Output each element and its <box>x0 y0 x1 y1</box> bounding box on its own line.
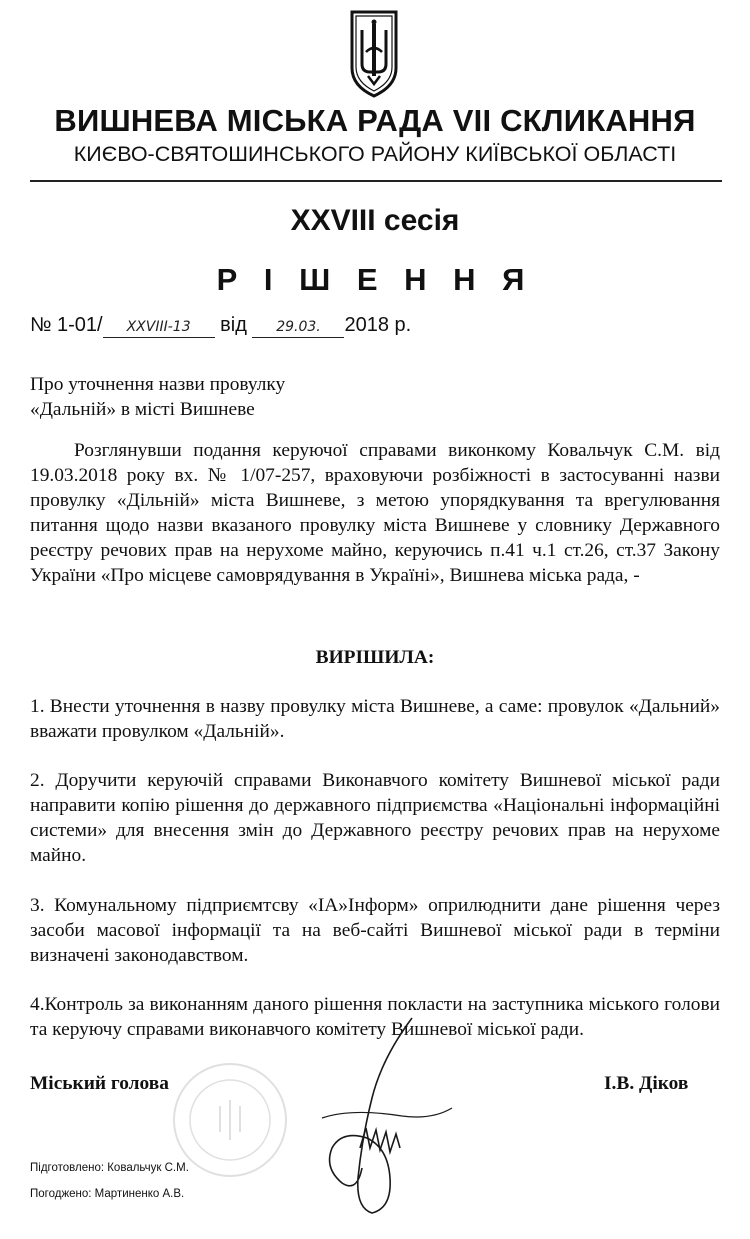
handwritten-decision-number: XXVIII-13 <box>103 317 215 338</box>
resolution-item-3: 3. Комунальному підприємтсву «ІА»Інформ» оприлюднити дане рішення через засоби масової інформації та на веб-сайті Вишневої міської ради в терміни визначені законодавством. <box>30 895 720 966</box>
header-divider <box>30 180 722 182</box>
session-title: XXVIII сесія <box>290 204 460 237</box>
prepared-by: Підготовлено: Ковальчук С.М. <box>30 1162 189 1174</box>
from-label: від <box>220 314 247 336</box>
resolved-heading: ВИРІШИЛА: <box>315 647 435 668</box>
subject-line-2: «Дальній» в місті Вишневе <box>30 399 255 420</box>
signatory-name: І.В. Діков <box>604 1073 689 1094</box>
decision-subject <box>30 372 285 422</box>
trident-coat-of-arms-icon <box>326 6 422 100</box>
decision-number-line <box>30 314 411 338</box>
preamble-paragraph: Розглянувши подання керуючої справами виконкому Ковальчук С.М. від 19.03.2018 року вх. № 1/07-257, враховуючи розбіжності в застосуванні назви провулку «Дільній» міста Вишневе, з метою упорядкування та врегулювання питання щодо назви вказаного провулку міста Вишневе у словнику Державного реєстру речових прав на нерухоме майно, керуючись п.41 ч.1 ст.26, ст.37 Закону України «Про місцеве самоврядування в Україні», Вишнева міська рада, - <box>30 440 720 586</box>
handwritten-decision-date: 29.03. <box>252 317 344 338</box>
district-name: КИЄВО-СВЯТОШИНСЬКОГО РАЙОНУ КИЇВСЬКОЇ ОБЛАСТІ <box>73 142 677 166</box>
decision-year: 2018 р. <box>344 314 412 336</box>
number-prefix: № 1-01/ <box>30 314 103 336</box>
resolution-item-1: 1. Внести уточнення в назву провулку міста Вишневе, а саме: провулок «Дальний» вважати провулком «Дальній». <box>30 696 720 742</box>
document-type-title: Р І Ш Е Н Н Я <box>216 262 534 297</box>
signatory-title: Міський голова <box>30 1073 169 1094</box>
resolution-item-2: 2. Доручити керуючій справами Виконавчого комітету Вишневої міської ради направити копію рішення до державного підприємства «Національні інформаційні системи» для внесення змін до Державного реєстру речових прав на нерухоме майно. <box>30 770 720 866</box>
handwritten-signature <box>262 998 462 1238</box>
resolution-item-4: 4.Контроль за виконанням даного рішення покласти на заступника міського голови та керуючу справами виконавчого комітету Вишневої міської ради. <box>30 994 720 1040</box>
agreed-by: Погоджено: Мартиненко А.В. <box>30 1188 185 1200</box>
council-name: ВИШНЕВА МІСЬКА РАДА VII СКЛИКАННЯ <box>54 103 696 138</box>
subject-line-1: Про уточнення назви провулку <box>30 374 286 395</box>
